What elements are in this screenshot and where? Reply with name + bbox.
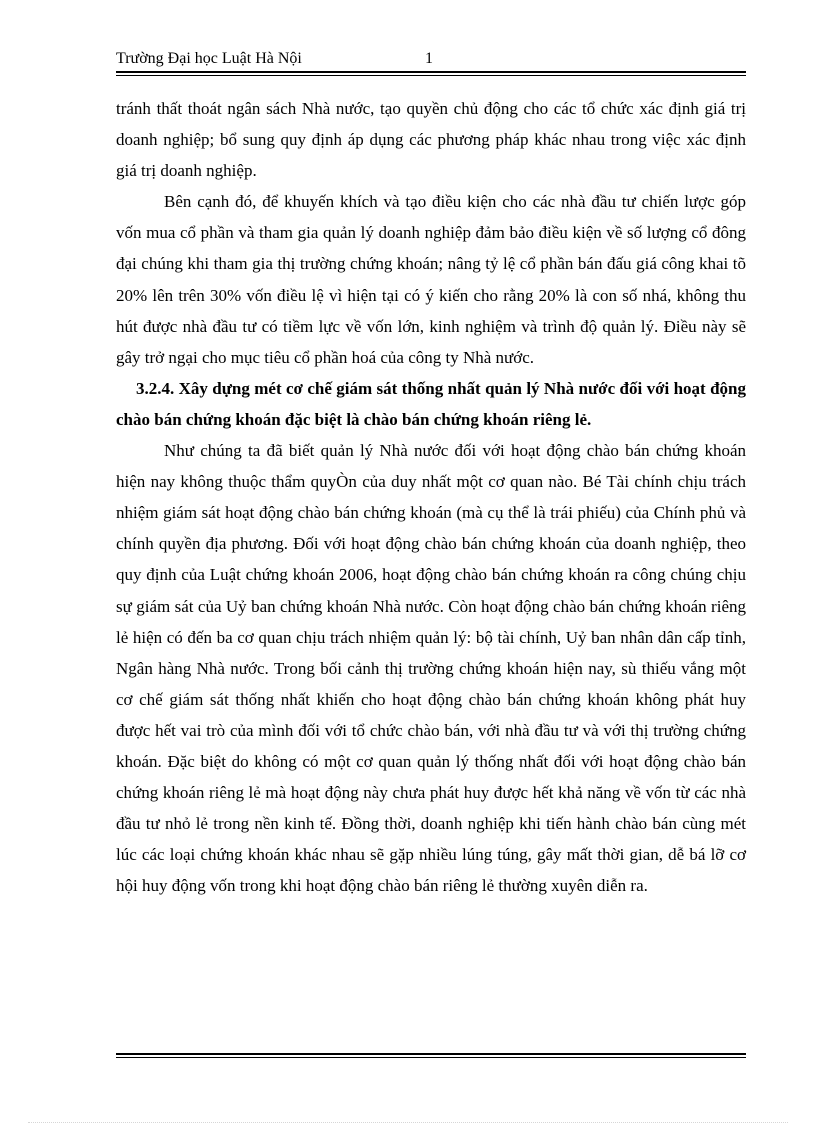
document-body <box>116 93 746 901</box>
section-heading: 3.2.4. Xây dựng mét cơ chế giám sát thống nhất quản lý Nhà nước đối với hoạt động chào bán chứng khoán đặc biệt là chào bán chứng khoán riêng lẻ. <box>116 378 746 429</box>
paragraph-2: Bên cạnh đó, để khuyến khích và tạo điều kiện cho các nhà đầu tư chiến lược góp vốn mua cổ phần và tham gia quản lý doanh nghiệp đảm bảo điều kiện về số lượng cổ đông đại chúng khi tham gia thị trường chứng khoán; nâng tỷ lệ cổ phần bán đấu giá công khai tõ 20% lên trên 30% vốn điều lệ vì hiện tại có ý kiến cho rằng 20% là con số nhá, không thu hút được nhà đầu tư có tiềm lực về vốn lớn, kinh nghiệm và trình độ quản lý. Điều này sẽ gây trở ngại cho mục tiêu cổ phần hoá của công ty Nhà nước. <box>116 192 746 367</box>
page-header <box>116 48 746 70</box>
footer-divider <box>116 1053 746 1058</box>
header-divider <box>116 71 746 76</box>
paragraph-3: Như chúng ta đã biết quản lý Nhà nước đối với hoạt động chào bán chứng khoán hiện nay không thuộc thẩm quyÒn của duy nhất một cơ quan nào. Bé Tài chính chịu trách nhiệm giám sát hoạt động chào bán chứng khoán (mà cụ thể là trái phiếu) của Chính phủ và chính quyền địa phương. Đối với hoạt động chào bán chứng khoán của doanh nghiệp, theo quy định của Luật chứng khoán 2006, hoạt động chào bán chứng khoán ra công chúng chịu sự giám sát của Uỷ ban chứng khoán Nhà nước. Còn hoạt động chào bán chứng khoán riêng lẻ hiện có đến ba cơ quan chịu trách nhiệm quản lý: bộ tài chính, Uỷ ban nhân dân cấp tỉnh, Ngân hàng Nhà nước. Trong bối cảnh thị trường chứng khoán hiện nay, sù thiếu vắng một cơ chế giám sát thống nhất khiến cho hoạt động chào bán chứng khoán không phát huy được hết vai trò của mình đối với tổ chức chào bán, với nhà đầu tư và với thị trường chứng khoán. Đặc biệt do không có một cơ quan quản lý thống nhất đối với hoạt động chào bán chứng khoán riêng lẻ mà hoạt động này chưa phát huy được hết khả năng về vốn từ các nhà đầu tư nhỏ lẻ trong nền kinh tế. Đồng thời, doanh nghiệp khi tiến hành chào bán cùng mét lúc các loại chứng khoán khác nhau sẽ gặp nhiều lúng túng, gây mất thời gian, dễ bá lỡ cơ hội huy động vốn trong khi hoạt động chào bán riêng lẻ thường xuyên diễn ra. <box>116 441 746 896</box>
paragraph-1: tránh thất thoát ngân sách Nhà nước, tạo quyền chủ động cho các tổ chức xác định giá trị doanh nghiệp; bổ sung quy định áp dụng các phương pháp khác nhau trong việc xác định giá trị doanh nghiệp. <box>116 99 746 181</box>
header-title: Trường Đại học Luật Hà Nội <box>116 50 302 67</box>
page-number: 1 <box>425 50 433 67</box>
